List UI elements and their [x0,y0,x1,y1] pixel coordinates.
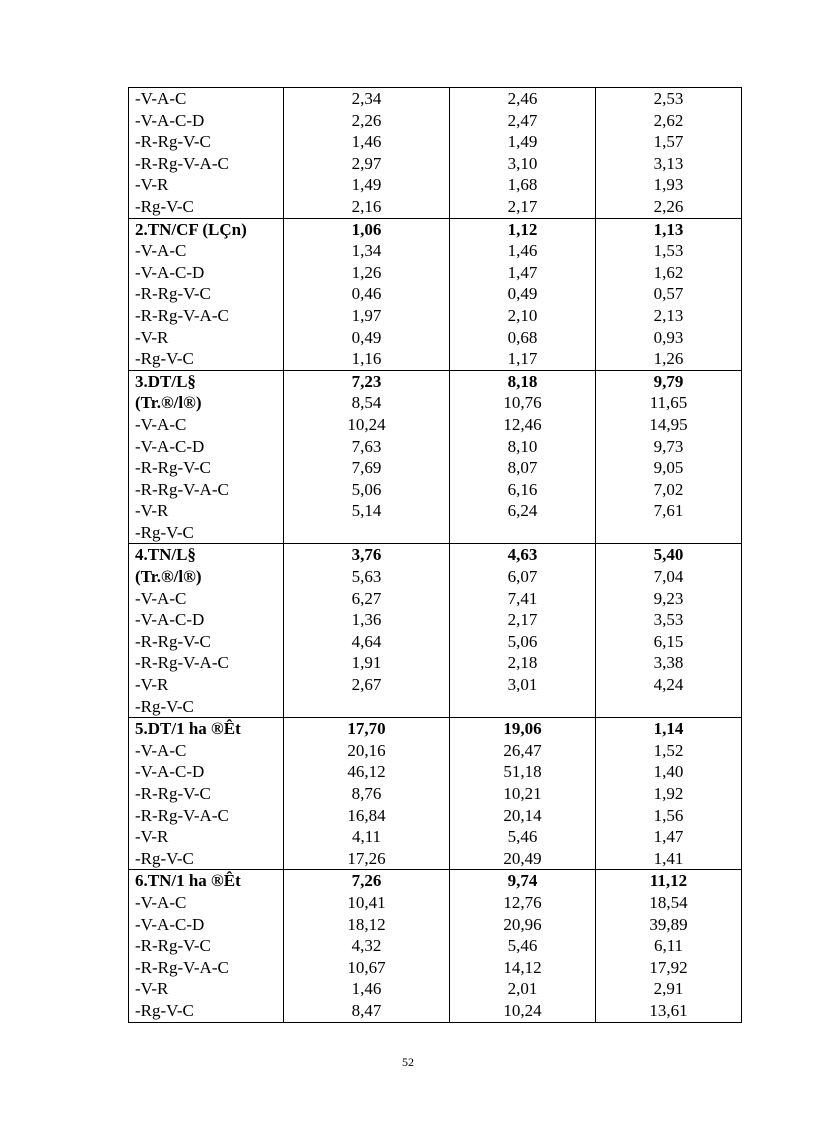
value: 2,46 [507,89,538,108]
table-section-6 [129,870,742,1022]
value: 9,05 [653,458,684,478]
table-section-4 [129,544,742,718]
value-cell [284,870,450,1022]
value: 20,96 [503,914,542,934]
value: 5,46 [507,827,538,847]
total-value: 1,13 [653,219,684,239]
value: 1,56 [653,805,684,825]
value: 1,93 [653,175,684,195]
value: 3,01 [507,675,538,695]
value: 0,57 [653,284,684,304]
value: 2,67 [351,675,382,695]
value: 4,11 [351,827,382,847]
value: 10,67 [347,957,386,977]
value: 1,41 [653,848,684,868]
value-cell [450,370,596,544]
row-label: -R-Rg-V-A-C [135,957,229,977]
row-label: -R-Rg-V-A-C [135,805,229,825]
value: 8,54 [351,393,382,413]
total-value: 4,63 [507,545,538,565]
table-row [129,870,742,1022]
value: 2,16 [351,196,382,216]
row-label: -V-A-C-D [135,110,205,130]
value: 6,16 [507,479,538,499]
value: 5,46 [507,936,538,956]
row-label: -Rg-V-C [135,848,194,868]
value: 1,17 [507,349,538,369]
value: 17,26 [347,848,386,868]
row-label: -R-Rg-V-C [135,458,211,478]
value: 1,47 [653,827,684,847]
row-label: -Rg-V-C [135,696,194,716]
value: 3,38 [653,653,684,673]
row-label: -V-R [135,501,169,521]
value: 0,68 [507,327,538,347]
value: 2,97 [351,153,382,173]
row-label: -V-A-C [135,588,187,608]
value-cell [284,718,450,870]
value: 10,21 [503,784,542,803]
section-unit: (Tr.®/l®) [135,393,202,413]
value: 16,84 [347,805,386,825]
row-label: -Rg-V-C [135,349,194,369]
value: 14,95 [649,414,688,434]
value: 1,91 [351,653,382,673]
value-cell [284,218,450,370]
label-cell [129,218,284,370]
row-label: -V-A-C [135,892,187,912]
section-heading: 4.TN/L§ [135,545,196,565]
total-value: 17,70 [347,719,386,739]
row-label: -V-A-C [135,89,187,108]
table-row [129,88,742,219]
value: 1,53 [653,241,684,261]
value: 2,18 [507,653,538,673]
value: 8,47 [351,1000,382,1020]
row-label: -R-Rg-V-C [135,284,211,304]
value: 3,10 [507,153,538,173]
total-value: 19,06 [503,719,542,739]
section-heading: 6.TN/1 ha ®Êt [135,871,241,891]
value-cell [450,218,596,370]
row-label: -V-R [135,175,169,195]
page-number: 52 [402,1055,414,1069]
value: 7,41 [507,588,538,608]
row-label: -V-R [135,827,169,847]
table-row [129,718,742,870]
row-label: -V-A-C-D [135,262,205,282]
value: 7,61 [653,501,684,521]
value: 8,10 [507,436,538,456]
row-label: -V-A-C [135,740,187,760]
value: 1,62 [653,262,684,282]
value-cell [596,718,742,870]
value: 6,24 [507,501,538,521]
value: 12,76 [503,892,542,912]
value: 2,13 [653,305,684,325]
value: 6,15 [653,631,684,651]
value [596,522,741,544]
value: 6,07 [507,567,538,587]
row-label: -V-A-C [135,241,187,261]
value: 2,17 [507,610,538,630]
table-section-1 [129,88,742,219]
total-value: 7,26 [351,871,382,891]
value: 2,53 [653,89,684,108]
value-cell [450,870,596,1022]
value: 7,69 [351,458,382,478]
value-cell [450,88,596,219]
value: 46,12 [347,762,386,782]
value: 18,12 [347,914,386,934]
value-cell [596,870,742,1022]
value: 0,93 [653,327,684,347]
value: 9,23 [653,588,684,608]
total-value: 1,06 [351,219,382,239]
value: 20,49 [503,848,542,868]
value: 0,49 [351,327,382,347]
value [450,522,595,544]
table-row [129,370,742,544]
value-cell [450,718,596,870]
value: 1,16 [351,349,382,369]
value: 1,40 [653,762,684,782]
value: 11,65 [649,393,688,413]
value: 1,49 [507,132,538,152]
row-label: -R-Rg-V-C [135,631,211,651]
row-label: -V-R [135,327,169,347]
table-section-2 [129,218,742,370]
value: 7,04 [653,567,684,587]
value: 1,49 [351,175,382,195]
value-cell [450,544,596,718]
value: 2,01 [507,979,538,999]
value: 5,14 [351,501,382,521]
label-cell [129,870,284,1022]
value: 10,41 [347,892,386,912]
row-label: -R-Rg-V-A-C [135,479,229,499]
data-table [128,87,742,1023]
value: 2,34 [351,89,382,108]
table-row [129,218,742,370]
value: 4,64 [351,631,382,651]
value: 18,54 [649,892,688,912]
value: 1,46 [507,241,538,261]
total-value: 8,18 [507,371,538,391]
value: 2,91 [653,979,684,999]
value: 39,89 [649,914,688,934]
value: 8,76 [351,784,382,803]
value: 14,12 [503,957,542,977]
value: 17,92 [649,957,688,977]
value: 1,46 [351,132,382,152]
row-label: -R-Rg-V-C [135,132,211,152]
value: 3,53 [653,610,684,630]
total-value: 3,76 [351,545,382,565]
value-cell [596,370,742,544]
section-heading: 5.DT/1 ha ®Êt [135,719,241,739]
value: 6,11 [653,936,684,956]
section-heading: 2.TN/CF (LÇn) [135,219,247,239]
value: 7,63 [351,436,382,456]
row-label: -Rg-V-C [135,196,194,216]
value-cell [284,370,450,544]
value: 5,63 [351,567,382,587]
total-value: 9,74 [507,871,538,891]
row-label: -V-A-C-D [135,610,205,630]
value: 1,34 [351,241,382,261]
value: 4,32 [351,936,382,956]
value: 1,57 [653,132,684,152]
value: 1,97 [351,305,382,325]
value [450,696,595,718]
row-label: -V-A-C-D [135,762,205,782]
value: 9,73 [653,436,684,456]
value: 8,07 [507,458,538,478]
value: 2,10 [507,305,538,325]
section-unit: (Tr.®/l®) [135,567,202,587]
value-cell [596,218,742,370]
row-label: -R-Rg-V-C [135,936,211,956]
row-label: -V-A-C [135,414,187,434]
section-heading: 3.DT/L§ [135,371,196,391]
value: 1,46 [351,979,382,999]
row-label: -R-Rg-V-C [135,784,211,803]
value-cell [284,88,450,219]
label-cell [129,544,284,718]
total-value: 7,23 [351,371,382,391]
value: 12,46 [503,414,542,434]
value: 1,26 [351,262,382,282]
table-row [129,544,742,718]
value: 20,14 [503,805,542,825]
row-label: -V-A-C-D [135,914,205,934]
value [284,696,449,718]
value: 7,02 [653,479,684,499]
total-value: 1,14 [653,719,684,739]
value: 2,62 [653,110,684,130]
value: 1,68 [507,175,538,195]
label-cell [129,718,284,870]
total-value: 9,79 [653,371,684,391]
value: 2,17 [507,196,538,216]
row-label: -R-Rg-V-A-C [135,305,229,325]
value: 51,18 [503,762,542,782]
value: 10,24 [503,1000,542,1020]
value: 10,24 [347,414,386,434]
value-cell [596,544,742,718]
value: 2,26 [653,196,684,216]
value-cell [284,544,450,718]
total-value: 5,40 [653,545,684,565]
total-value: 1,12 [507,219,538,239]
value: 1,92 [653,784,684,803]
value [596,696,741,718]
label-cell [129,88,284,219]
value: 26,47 [503,740,542,760]
value: 0,49 [507,284,538,304]
value [284,522,449,544]
value: 4,24 [653,675,684,695]
value-cell [596,88,742,219]
value: 5,06 [507,631,538,651]
row-label: -V-R [135,979,169,999]
value: 13,61 [649,1000,688,1020]
value: 10,76 [503,393,542,413]
value: 1,26 [653,349,684,369]
row-label: -V-R [135,675,169,695]
row-label: -V-A-C-D [135,436,205,456]
label-cell [129,370,284,544]
value: 5,06 [351,479,382,499]
value: 3,13 [653,153,684,173]
value: 2,26 [351,110,382,130]
table-section-5 [129,718,742,870]
row-label: -Rg-V-C [135,522,194,542]
value: 1,36 [351,610,382,630]
row-label: -Rg-V-C [135,1000,194,1020]
value: 1,52 [653,740,684,760]
table-section-3 [129,370,742,544]
value: 1,47 [507,262,538,282]
row-label: -R-Rg-V-A-C [135,153,229,173]
total-value: 11,12 [649,871,688,891]
value: 0,46 [351,284,382,304]
value: 6,27 [351,588,382,608]
value: 20,16 [347,740,386,760]
row-label: -R-Rg-V-A-C [135,653,229,673]
value: 2,47 [507,110,538,130]
